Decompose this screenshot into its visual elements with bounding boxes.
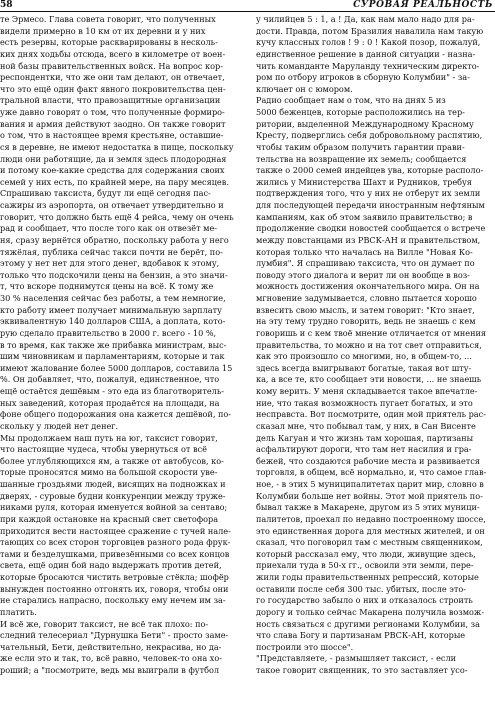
text-line: ключает он с юмором.: [256, 83, 353, 94]
text-line: мгновение задумывается, словно пытается хорошо: [256, 293, 477, 303]
text-line: что слава Богу и партизанам РВСК-АН, которые: [256, 630, 466, 641]
text-line: 30 % населения сейчас без работы, а тем немногие,: [0, 293, 226, 303]
text-line: уже давно говорят о том, что полученные формиро-: [0, 107, 225, 117]
text-line: т, что вскоре поднимутся цены на всё. К тому же: [0, 281, 214, 292]
text-line: тральной власти, что правозащитные организации: [0, 95, 221, 106]
text-line: вынужден постоянно отгонять их, говоря, чтобы они: [0, 583, 229, 594]
text-line: построили это шоссе".: [256, 641, 354, 652]
text-line: бывал также в Макарене, другом из 5 этих муници-: [256, 502, 480, 513]
text-line: такое говорит священник, то это заставляет усо-: [256, 665, 468, 675]
text-line: сказал, что поговорил там с местным священником,: [256, 537, 483, 548]
text-line: на эту тему трудно говорить, ведь не знаешь с кем: [256, 316, 476, 327]
text-line: жили годы правительственных репрессий, которые: [256, 572, 479, 582]
text-line: Кресту, подверглись себя добровольному распятию,: [256, 130, 483, 141]
text-line: ром по отбору игроков в сборную Колумбии" - за-: [256, 72, 470, 83]
text-line: ной базы правительственных войск. На вопрос кор-: [0, 60, 223, 71]
text-line: тяжёлая, публика сейчас такси почти не берёт, по-: [0, 246, 223, 257]
text-line: го государство забыло о них и отказалось строить: [256, 595, 473, 606]
text-line: о том, что в настоящее время крестьяне, оставшие-: [0, 130, 224, 141]
text-line: в то время, как также же прибавка министрам, выс-: [0, 339, 227, 350]
running-title: СУРОВАЯ РЕАЛЬНОСТЬ: [353, 0, 493, 10]
text-line: кучу классных голов ! 9 : 0 ! Какой позор, пожалуй,: [256, 37, 481, 48]
text-line: единственное решение в данной ситуации - назна-: [256, 48, 476, 59]
text-line: говорит, что должно быть ещё 4 рейса, чему он очень: [0, 211, 234, 222]
text-line: ка, а все те, кто сообщает эти новости, ... не знаешь: [256, 374, 482, 385]
text-line: %. Он добавляет, что, пожалуй, единственное, что: [0, 374, 220, 385]
text-line: и потому кое-какие средства для содержания своих: [0, 165, 225, 176]
text-line: оставили после себя 300 тыс. убитых, после это-: [256, 583, 466, 594]
page-number: 58: [0, 0, 13, 10]
text-line: роший; а "посмотрите, ведь мы выиграли в футбол: [0, 665, 220, 675]
text-line: также о 2000 семей индейцев ува, которые располо-: [256, 165, 484, 176]
text-line: только что подскочили цены на бензин, а это значи-: [0, 269, 228, 280]
text-line: ных заведений, которая продаётся на площади, на: [0, 397, 220, 408]
text-line: платить.: [0, 606, 37, 617]
text-line: люди они работящие, да и земля здесь плодородная: [0, 153, 227, 164]
text-line: тельства на возвращение их земель; сообщается: [256, 153, 467, 164]
text-line: Мы продолжаем наш путь на юг, таксист говорит,: [0, 432, 218, 443]
text-line: как это произошло со многими, но, в общем-то, ...: [256, 351, 472, 362]
text-line: которая только что началась на Вилле "Новая Ко-: [256, 246, 473, 257]
text-line: приходится вести настоящее сражение с тучей нале-: [0, 525, 231, 536]
text-line: асфальтируют дороги, что там нет насилия и гра-: [256, 444, 472, 455]
text-line: это единственная дорога для местных жителей, и он: [256, 525, 485, 536]
text-line: лумбия". Я спрашиваю таксиста, что он думает по: [256, 258, 475, 269]
text-line: подтверждения того, что у них не отберут их земли: [256, 188, 481, 199]
text-line: ещё остаётся дешёвым - это еда из благотворитель-: [0, 386, 224, 396]
text-line: имеют жалование более 5000 долларов, составила 15: [0, 362, 233, 373]
text-line: говоришь и с кем твоё мнение отличается от мнения: [256, 327, 487, 338]
text-line: поводу этого диалога и верит ли он вообще в воз-: [256, 269, 470, 280]
text-line: Радио сообщает нам о том, что на днях 5 из: [256, 95, 446, 106]
text-line: света, ещё один бой надо выдержать против детей,: [0, 560, 222, 571]
text-line: ня, сразу вернётся обратно, поскольку работа у него: [0, 234, 229, 245]
text-line: при каждой остановке на красный свет светофора: [0, 513, 219, 524]
text-line: не старались напрасно, поскольку ему нечем им за-: [0, 595, 226, 606]
text-line: рад и сообщает, что после того как он отвезёт ме-: [0, 223, 218, 234]
text-line: скольку у людей нет денег.: [0, 420, 119, 431]
text-line: тами и безделушками, привезёнными со всех концов: [0, 548, 230, 559]
text-line: те Эрмесо. Глава совета говорит, что полученных: [0, 14, 216, 24]
text-line: приехали туда в 50-х гг., освоили эти земли, пере-: [256, 560, 474, 571]
page-header: [0, 0, 495, 12]
text-line: респондентки, что же они там делают, он отвечает,: [0, 72, 225, 83]
text-line: кто работу имеет получает минимальную зарплату: [0, 304, 222, 315]
text-line: торговля, в общем, всё нормально, и, что самое глав-: [256, 467, 487, 478]
text-line: ность связаться с другими регионами Колумбии, за: [256, 618, 480, 629]
text-line: что это ещё один факт явного покровительства цен-: [0, 83, 226, 94]
text-line: Колумбии больше нет войны. Этот мой приятель по-: [256, 490, 483, 501]
text-line: что настоящие чудеса, чтобы увернуться от всё: [0, 444, 207, 455]
text-line: который рассказал ему, что люди, живущие здесь,: [256, 548, 476, 559]
text-line: кампаниям, как об этом заявило правительство; в: [256, 211, 473, 222]
text-line: ное, - в этих 5 муниципалитетах царит мир, словно в: [256, 479, 484, 489]
text-line: сказал мне, что побывал там, у них, в Сан Висенте: [256, 420, 476, 431]
text-line: у чилийцев 5 : 1, а ! Да, как нам мало надо для ра-: [256, 14, 475, 24]
text-line: чтобы таким образом получить гарантии прави-: [256, 141, 465, 152]
text-line: дель Кагуан и что жизнь там хорошая, партизаны: [256, 432, 474, 443]
text-line: дорогу и только сейчас Макарена получила возмож-: [256, 606, 485, 617]
text-line: ритории, выделенной Международному Красному: [256, 118, 474, 129]
text-line: шанные гроздьями людей, висящих на подножках и: [0, 479, 226, 489]
text-line: видели примерно в 10 км от их деревни и у них: [0, 25, 206, 36]
text-line: Спрашиваю таксиста, будут ли ещё сегодня пас-: [0, 188, 211, 199]
text-line: дверях, - суровые будни конкуренции между труже-: [0, 490, 226, 501]
text-line: здесь всегда выигрывают богатые, такая вот шту-: [256, 362, 472, 373]
text-line: дости. Правда, потом Бразилия навалила нам такую: [256, 25, 484, 36]
right-text-column: [256, 14, 493, 718]
left-text-column: [0, 14, 237, 718]
text-line: И всё же, говорит таксист, не всё так плохо: по-: [0, 618, 209, 629]
text-line: 5000 беженцев, которые расположились на тер-: [256, 107, 465, 117]
text-line: никами руля, которая именуется войной за сентаво;: [0, 502, 228, 513]
text-line: эквивалентную 140 долларов США, а доплата, кото-: [0, 316, 226, 327]
text-line: следний телесериал "Дурнушка Бети" - просто заме-: [0, 630, 229, 641]
text-line: палитетов, проехал по недавно построенному шоссе,: [256, 513, 486, 524]
text-line: ся в деревне, не имеют недостатка в пище, поскольку: [0, 141, 234, 152]
text-line: есть резервы, которые раскварированы в несколь-: [0, 37, 218, 48]
text-line: продолжение сводки новостей сообщается о встрече: [256, 223, 486, 234]
text-line: "Представляете, - размышляет таксист, - если: [256, 653, 457, 664]
text-line: для последующей передачи иностранным нефтяным: [256, 200, 485, 210]
text-line: вания и армия действуют заодно. Он также говорит: [0, 118, 226, 129]
text-line: шим чиновникам и парламентариям, которые и так: [0, 351, 225, 362]
text-line: ких днях ходьбы отсюда, всего в километре от воен-: [0, 48, 226, 59]
text-line: семей у них есть, по крайней мере, на пару месяцев.: [0, 176, 229, 187]
text-line: можность достижения окончательного мира. Он на: [256, 281, 480, 292]
text-line: кому верить. У меня складывается такое впечатле-: [256, 386, 478, 396]
text-line: этому у нет нет для этого денег, вдобавок к этому,: [0, 258, 220, 269]
text-line: же если это и так, то, всё равно, человек-то она хо-: [0, 653, 223, 664]
text-line: чить команданте Маруланду техническим директо-: [256, 60, 480, 71]
text-line: взвесить свою мысль, и затем говорит: "Кто знает,: [256, 304, 475, 315]
text-line: которые бросаются чистить ветровые стёкла; шофёр: [0, 572, 229, 582]
text-line: ние, что такая возможность пугает богатых, и это: [256, 397, 473, 408]
text-line: правительства, то можно и на тот свет отправиться,: [256, 339, 482, 350]
text-line: более углубляющихся ям, а также от автобусов, ко-: [0, 455, 224, 466]
text-line: между повстанцами из РВСК-АН и правительством,: [256, 234, 481, 245]
text-line: чательный, Бети, действительно, некрасива, но да-: [0, 641, 222, 652]
text-line: торые проносятся мимо на большой скорости уве-: [0, 467, 218, 478]
text-line: бежей, что создаются рабочие места и развивается: [256, 455, 480, 466]
text-line: сажиры из аэропорта, он отвечает утвердительно и: [0, 200, 224, 210]
text-line: несправста. Вот посмотрите, один мой приятель рас-: [256, 409, 486, 420]
text-line: фоне общего подорожания она кажется дешёвой, по-: [0, 409, 232, 420]
text-line: тающих со всех сторон торговцев разного рода фрук-: [0, 537, 231, 548]
text-line: рую сделало правительство в 2000 г. всего - 10 %,: [0, 327, 217, 338]
text-line: жились у Министерства Шахт и Рудников, требуя: [256, 176, 472, 187]
